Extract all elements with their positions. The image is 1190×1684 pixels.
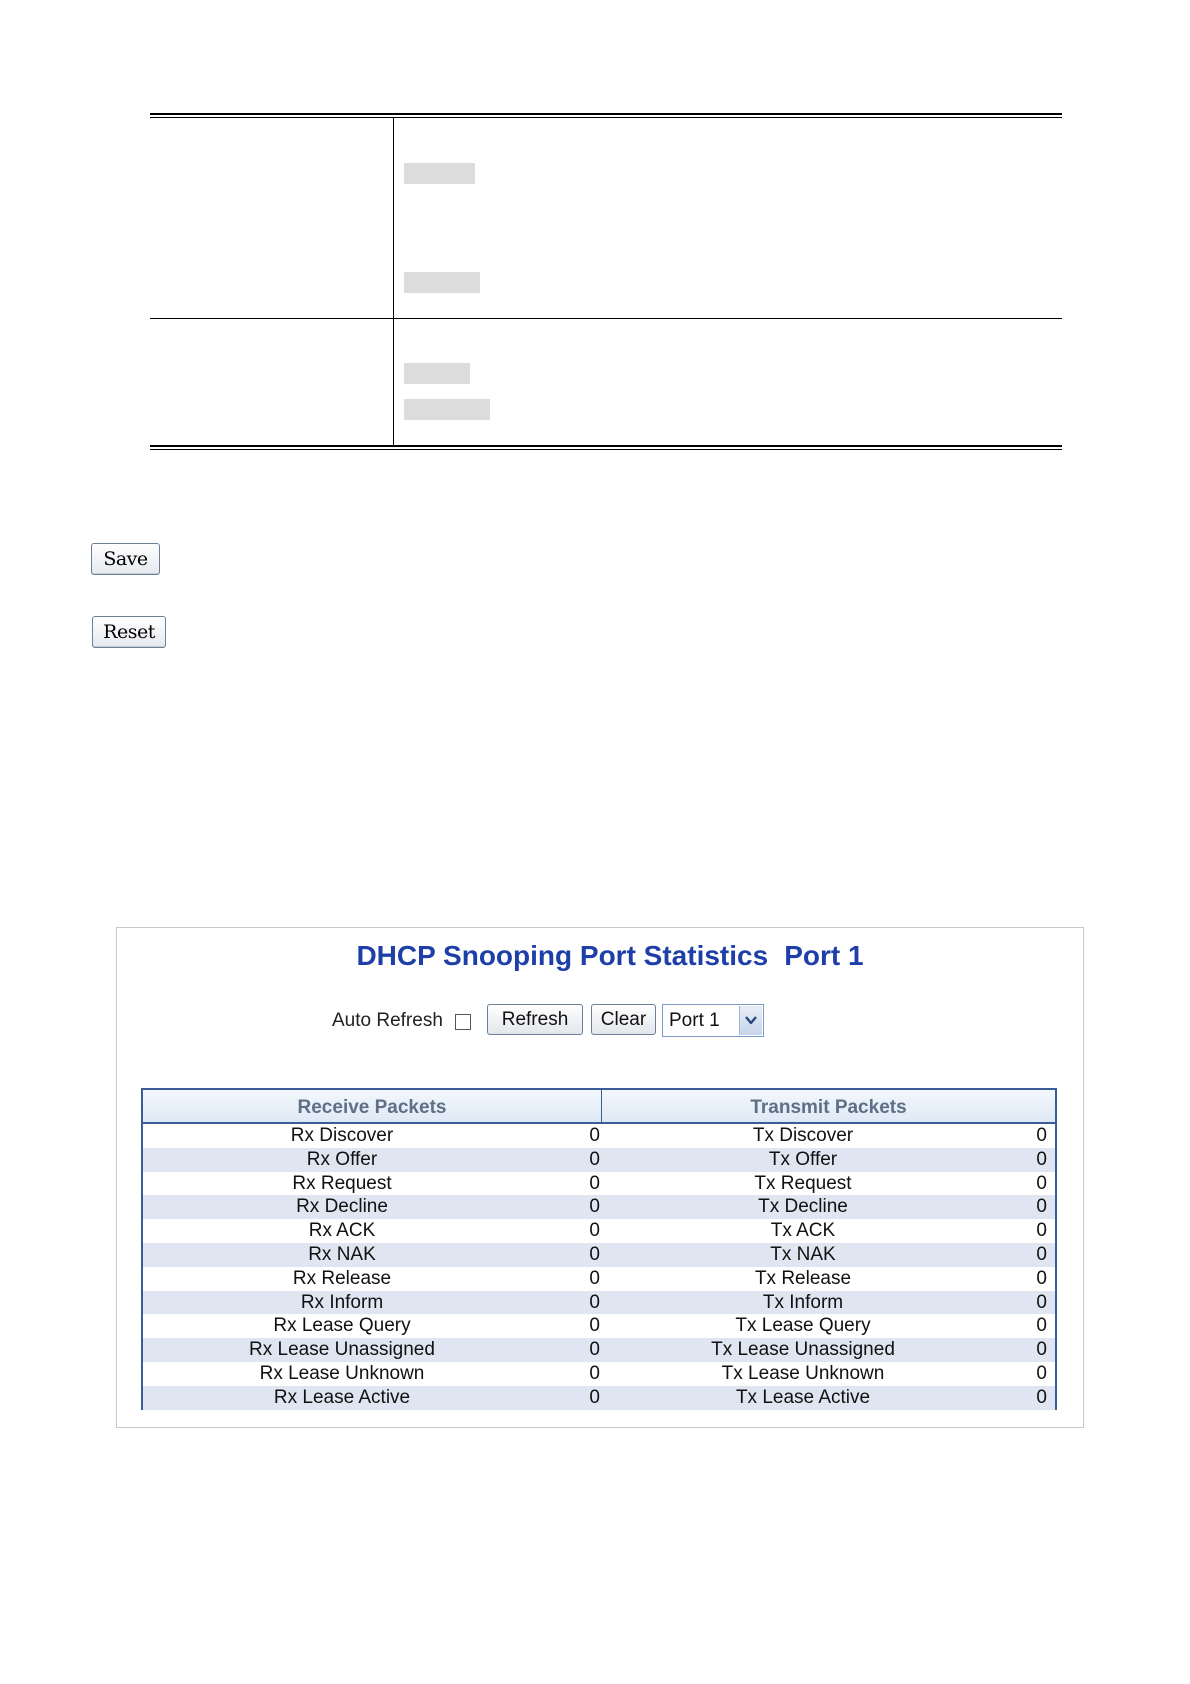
tx-value: 0: [1036, 1362, 1047, 1384]
table-row: [143, 1362, 1055, 1386]
table-row: [143, 1172, 1055, 1196]
table-row: [143, 1148, 1055, 1172]
receive-packets-header: Receive Packets: [297, 1097, 447, 1118]
transmit-packets-header: Transmit Packets: [750, 1097, 907, 1118]
tx-value: 0: [1036, 1386, 1047, 1408]
rx-label: Rx Lease Active: [273, 1386, 411, 1408]
tx-label: Tx Decline: [758, 1196, 848, 1218]
rx-value: 0: [589, 1172, 600, 1194]
rx-value: 0: [589, 1220, 600, 1242]
tx-value: 0: [1036, 1125, 1047, 1146]
page-title: [117, 940, 1083, 972]
chevron-down-icon[interactable]: [739, 1006, 762, 1035]
rx-value: 0: [589, 1125, 600, 1146]
auto-refresh-checkbox[interactable]: [455, 1014, 471, 1030]
redacted-text: [404, 163, 475, 184]
table-row: [143, 1386, 1055, 1410]
rx-value: 0: [589, 1315, 600, 1337]
refresh-button[interactable]: Refresh: [487, 1004, 583, 1035]
tx-label: Tx Inform: [762, 1291, 844, 1313]
table-row: [143, 1243, 1055, 1267]
tx-value: 0: [1036, 1315, 1047, 1337]
rx-label: Rx Offer: [306, 1148, 378, 1170]
table-row: [143, 1124, 1055, 1148]
rx-value: 0: [589, 1362, 600, 1384]
tx-value: 0: [1036, 1291, 1047, 1313]
rx-value: 0: [589, 1243, 600, 1265]
table-row: [143, 1267, 1055, 1291]
rx-value: 0: [589, 1267, 600, 1289]
rx-value: 0: [589, 1386, 600, 1408]
table-top-rule: [150, 113, 1062, 118]
tx-label: Tx Offer: [768, 1148, 838, 1170]
table-row: [143, 1219, 1055, 1243]
row-divider: [150, 318, 1062, 319]
rx-label: Rx Lease Unassigned: [249, 1339, 435, 1361]
parameter-table: [150, 113, 1062, 450]
rx-value: 0: [589, 1148, 600, 1170]
clear-button[interactable]: Clear: [591, 1004, 656, 1035]
rx-value: 0: [589, 1196, 600, 1218]
tx-value: 0: [1036, 1196, 1047, 1218]
redacted-text: [404, 363, 470, 384]
rx-label: Rx NAK: [308, 1243, 376, 1265]
table-row: [143, 1338, 1055, 1362]
tx-label: Tx Request: [754, 1172, 852, 1194]
table-row: [143, 1195, 1055, 1219]
table-row: [143, 1291, 1055, 1315]
page-title-text: DHCP Snooping Port Statistics: [356, 940, 769, 971]
tx-value: 0: [1036, 1172, 1047, 1194]
tx-label: Tx ACK: [770, 1220, 836, 1242]
tx-label: Tx Discover: [752, 1125, 854, 1146]
statistics-panel: [116, 927, 1084, 1428]
rx-label: Rx Inform: [300, 1291, 384, 1313]
rx-label: Rx Release: [292, 1267, 392, 1289]
tx-label: Tx Lease Unknown: [721, 1362, 885, 1384]
rx-label: Rx Lease Unknown: [259, 1362, 425, 1384]
port-select-value: Port 1: [669, 1010, 720, 1031]
redacted-text: [404, 272, 480, 293]
rx-label: Rx Discover: [290, 1125, 394, 1146]
reset-button[interactable]: Reset: [92, 616, 166, 648]
save-button[interactable]: Save: [91, 543, 160, 575]
redacted-text: [404, 399, 490, 420]
tx-label: Tx Lease Unassigned: [711, 1339, 895, 1361]
rx-label: Rx Decline: [296, 1196, 388, 1218]
rx-label: Rx ACK: [308, 1220, 376, 1242]
toolbar: [117, 1002, 1083, 1036]
tx-value: 0: [1036, 1148, 1047, 1170]
rx-label: Rx Request: [292, 1172, 392, 1194]
page-title-port: Port 1: [784, 940, 864, 971]
port-select[interactable]: [662, 1004, 764, 1037]
rx-label: Rx Lease Query: [273, 1315, 411, 1337]
tx-label: Tx Lease Active: [735, 1386, 871, 1408]
auto-refresh-label: Auto Refresh: [332, 1010, 443, 1031]
rx-value: 0: [589, 1291, 600, 1313]
table-row: [143, 1314, 1055, 1338]
tx-value: 0: [1036, 1267, 1047, 1289]
tx-label: Tx Release: [754, 1267, 852, 1289]
statistics-table: [141, 1088, 1057, 1410]
tx-label: Tx Lease Query: [735, 1315, 871, 1337]
tx-value: 0: [1036, 1220, 1047, 1242]
table-body: [143, 1124, 1055, 1410]
table-header: [143, 1090, 1055, 1124]
table-bottom-rule: [150, 445, 1062, 450]
tx-value: 0: [1036, 1243, 1047, 1265]
rx-value: 0: [589, 1339, 600, 1361]
column-divider: [393, 118, 394, 445]
tx-label: Tx NAK: [770, 1243, 836, 1265]
tx-value: 0: [1036, 1339, 1047, 1361]
